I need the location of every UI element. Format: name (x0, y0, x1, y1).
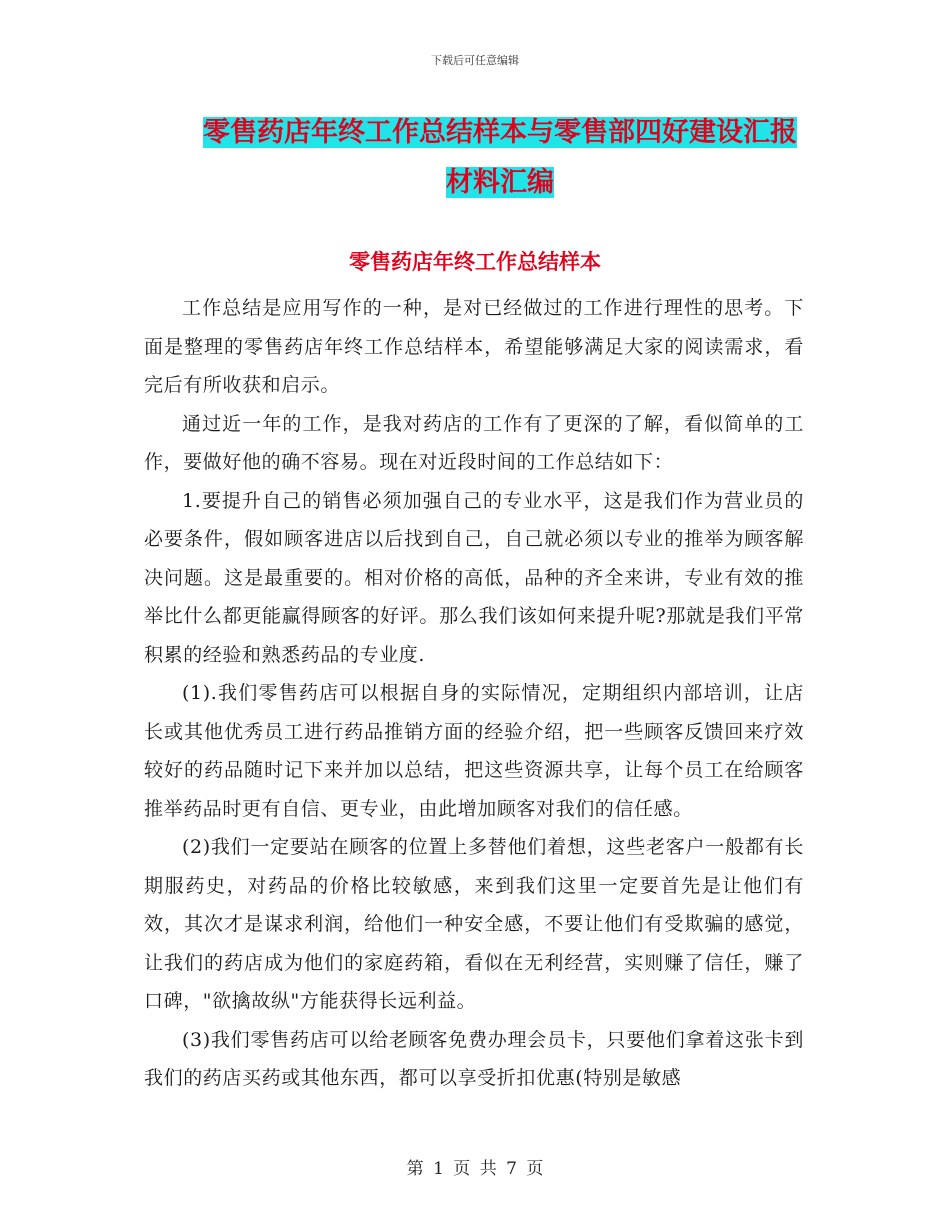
paragraph: (2)我们一定要站在顾客的位置上多替他们着想，这些老客户一般都有长期服药史，对药品的价格比较敏感，来到我们这里一定要首先是让他们有效，其次才是谋求利润，给他们一种安全感，不要让他们有受欺骗的感觉，让我们的药店成为他们的家庭药箱，看似在无利经营，实则赚了信任，赚了口碑，"欲擒故纵"方能获得长远利益。 (144, 836, 804, 1012)
section-title: 零售药店年终工作总结样本 (349, 250, 601, 274)
document-title (190, 108, 810, 208)
page-number: 第 1 页 共 7 页 (406, 1159, 544, 1179)
document-body (144, 289, 804, 1098)
paragraph: 1.要提升自己的销售必须加强自己的专业水平，这是我们作为营业员的必要条件，假如顾客进店以后找到自己，自己就必须以专业的推举为顾客解决问题。这是最重要的。相对价格的高低，品种的齐全来讲，专业有效的推举比什么都更能赢得顾客的好评。那么我们该如何来提升呢?那就是我们平常积累的经验和熟悉药品的专业度. (144, 489, 804, 666)
document-title-text: 零售药店年终工作总结样本与零售部四好建设汇报材料汇编 (203, 117, 797, 198)
paragraph: 工作总结是应用写作的一种，是对已经做过的工作进行理性的思考。下面是整理的零售药店年终工作总结样本，希望能够满足大家的阅读需求，看完后有所收获和启示。 (144, 297, 804, 396)
paragraph: (3)我们零售药店可以给老顾客免费办理会员卡，只要他们拿着这张卡到我们的药店买药或其他东西，都可以享受折扣优惠(特别是敏感 (144, 1028, 804, 1089)
page-header-note: 下载后可任意编辑 (431, 54, 519, 67)
paragraph: (1).我们零售药店可以根据自身的实际情况，定期组织内部培训，让店长或其他优秀员工进行药品推销方面的经验介绍，把一些顾客反馈回来疗效较好的药品随时记下来并加以总结，把这些资源共享，让每个员工在给顾客推举药品时更有自信、更专业，由此增加顾客对我们的信任感。 (144, 682, 804, 820)
paragraph: 通过近一年的工作，是我对药店的工作有了更深的了解，看似简单的工作，要做好他的确不容易。现在对近段时间的工作总结如下： (144, 412, 804, 473)
